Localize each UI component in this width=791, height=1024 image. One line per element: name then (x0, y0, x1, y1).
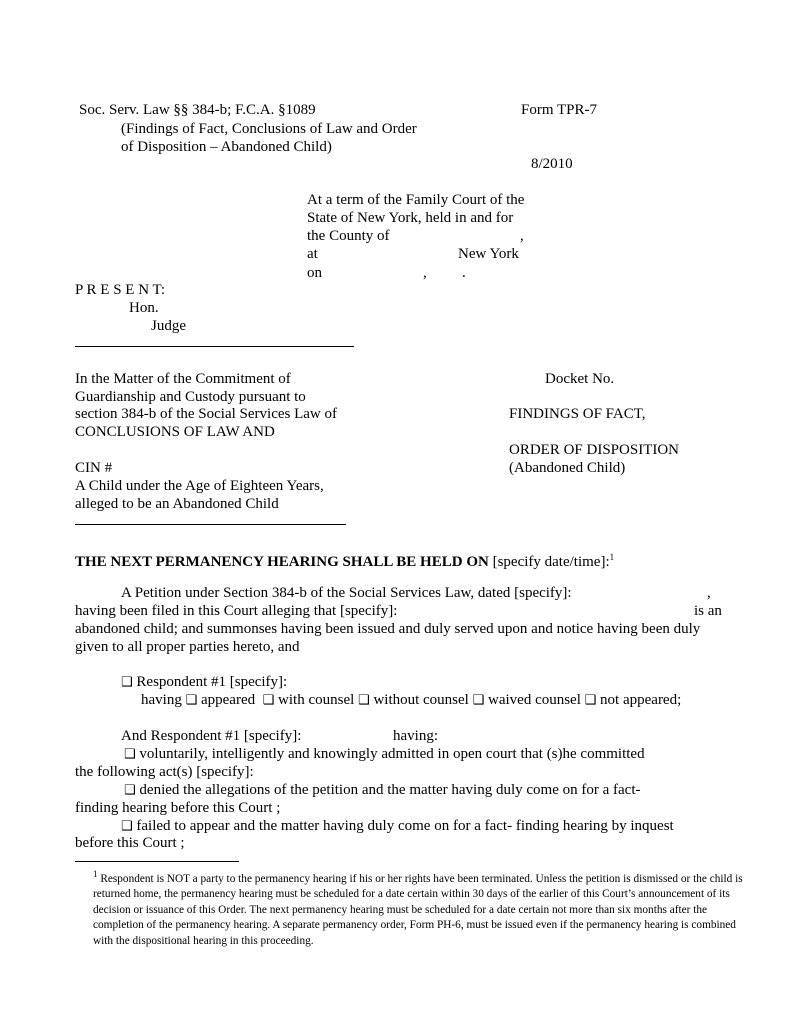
next-hearing-notice (75, 548, 614, 571)
present-label: P R E S E N T: (75, 282, 166, 298)
doc-title-findings: FINDINGS OF FACT, (509, 406, 646, 422)
denied-checkbox[interactable]: ❑ (124, 783, 136, 798)
child-description-line1: A Child under the Age of Eighteen Years, (75, 478, 324, 494)
caption-line3: section 384-b of the Social Services Law of (75, 406, 338, 422)
admission-having: having: (393, 728, 438, 744)
waived-counsel-label: waived counsel (484, 692, 581, 708)
docket-label: Docket No. (545, 371, 615, 387)
appeared-checkbox[interactable]: ❑ (185, 693, 198, 708)
admission-intro: And Respondent #1 [specify]: (121, 728, 302, 744)
form-subtitle-line1: (Findings of Fact, Conclusions of Law and Order (121, 121, 417, 137)
court-term-line2: State of New York, held in and for (307, 210, 514, 226)
cin-label: CIN # (75, 460, 113, 476)
not-appeared-checkbox[interactable]: ❑ (584, 693, 597, 708)
waived-counsel-checkbox[interactable]: ❑ (472, 693, 485, 708)
denied-text-cont: finding hearing before this Court ; (75, 800, 281, 816)
petition-line1: A Petition under Section 384-b of the Social Services Law, dated [specify]: (121, 585, 572, 601)
respondent-checkbox[interactable]: ❑ (121, 675, 133, 690)
failed-row (121, 817, 674, 836)
statute-citation: Soc. Serv. Law §§ 384-b; F.C.A. §1089 (79, 102, 316, 118)
caption-line2: Guardianship and Custody pursuant to (75, 389, 306, 405)
caption-line4: CONCLUSIONS OF LAW AND (75, 424, 275, 440)
footnote-ref: 1 (609, 552, 615, 562)
admitted-text: voluntarily, intelligently and knowingly admitted in open court that (s)he committed (135, 746, 645, 762)
court-term-date-comma: , (423, 265, 427, 281)
without-counsel-label: without counsel (369, 692, 469, 708)
admitted-row (124, 745, 645, 764)
denied-row (124, 781, 641, 800)
court-term-date-period: . (462, 265, 466, 281)
footnote (93, 867, 743, 949)
petition-line2: having been filed in this Court alleging that [specify]: (75, 603, 398, 619)
form-date: 8/2010 (531, 156, 573, 172)
respondent-having: having (141, 692, 186, 708)
respondent-label: Respondent #1 [specify]: (132, 674, 288, 690)
caption-line1: In the Matter of the Commitment of (75, 371, 291, 387)
without-counsel-checkbox[interactable]: ❑ (358, 693, 370, 708)
court-term-line3: the County of (307, 228, 390, 244)
court-term-line1: At a term of the Family Court of the (307, 192, 525, 208)
failed-checkbox[interactable]: ❑ (121, 819, 133, 834)
admitted-text-cont: the following act(s) [specify]: (75, 764, 254, 780)
court-term-state: New York (458, 246, 519, 262)
child-description-line2: alleged to be an Abandoned Child (75, 496, 279, 512)
present-divider (75, 346, 354, 347)
next-hearing-rest: [specify date/time]: (488, 554, 610, 570)
petition-line3: abandoned child; and summonses having been issued and duly served upon and notice having been duly (75, 621, 701, 637)
with-counsel-label: with counsel (274, 692, 355, 708)
not-appeared-label: not appeared; (596, 692, 682, 708)
caption-divider (75, 524, 346, 525)
next-hearing-bold: THE NEXT PERMANENCY HEARING SHALL BE HELD ON (75, 554, 489, 570)
form-id: Form TPR-7 (521, 102, 597, 118)
respondent-options (141, 691, 681, 710)
footnote-mark: 1 (93, 869, 98, 879)
failed-text: failed to appear and the matter having duly come on for a fact- finding hearing by inquest (132, 818, 674, 834)
footnote-separator (75, 861, 239, 862)
footnote-text: Respondent is NOT a party to the permanency hearing if his or her rights have been terminated. Unless the petition is dismissed or the child is returned home, the permanency hearing must be scheduled for a date certain within 30 days of the earlier of this Court’s announcement of its decision or issuance of this Order. The next permanency hearing must be scheduled for a date certain not more than six months after the completion of the permanency hearing. A separate permanency order, Form PH-6, must be issued even if the permanency hearing is combined with the dispositional hearing in this proceeding. (93, 872, 743, 947)
court-term-comma: , (520, 228, 524, 244)
with-counsel-checkbox[interactable]: ❑ (262, 693, 275, 708)
petition-line4: given to all proper parties hereto, and (75, 639, 300, 655)
petition-line1-comma: , (707, 585, 711, 601)
court-term-on: on (307, 265, 322, 281)
appeared-label: appeared (197, 692, 256, 708)
failed-text-cont: before this Court ; (75, 835, 185, 851)
doc-title-abandoned: (Abandoned Child) (509, 460, 626, 476)
present-hon: Hon. (129, 300, 159, 316)
doc-title-order: ORDER OF DISPOSITION (509, 442, 680, 458)
respondent-row (121, 673, 287, 692)
form-subtitle-line2: of Disposition – Abandoned Child) (121, 139, 332, 155)
court-term-at: at (307, 246, 318, 262)
petition-line2-end: is an (694, 603, 722, 619)
admitted-checkbox[interactable]: ❑ (124, 747, 136, 762)
denied-text: denied the allegations of the petition and the matter having duly come on for a fact- (135, 782, 641, 798)
present-judge: Judge (151, 318, 186, 334)
